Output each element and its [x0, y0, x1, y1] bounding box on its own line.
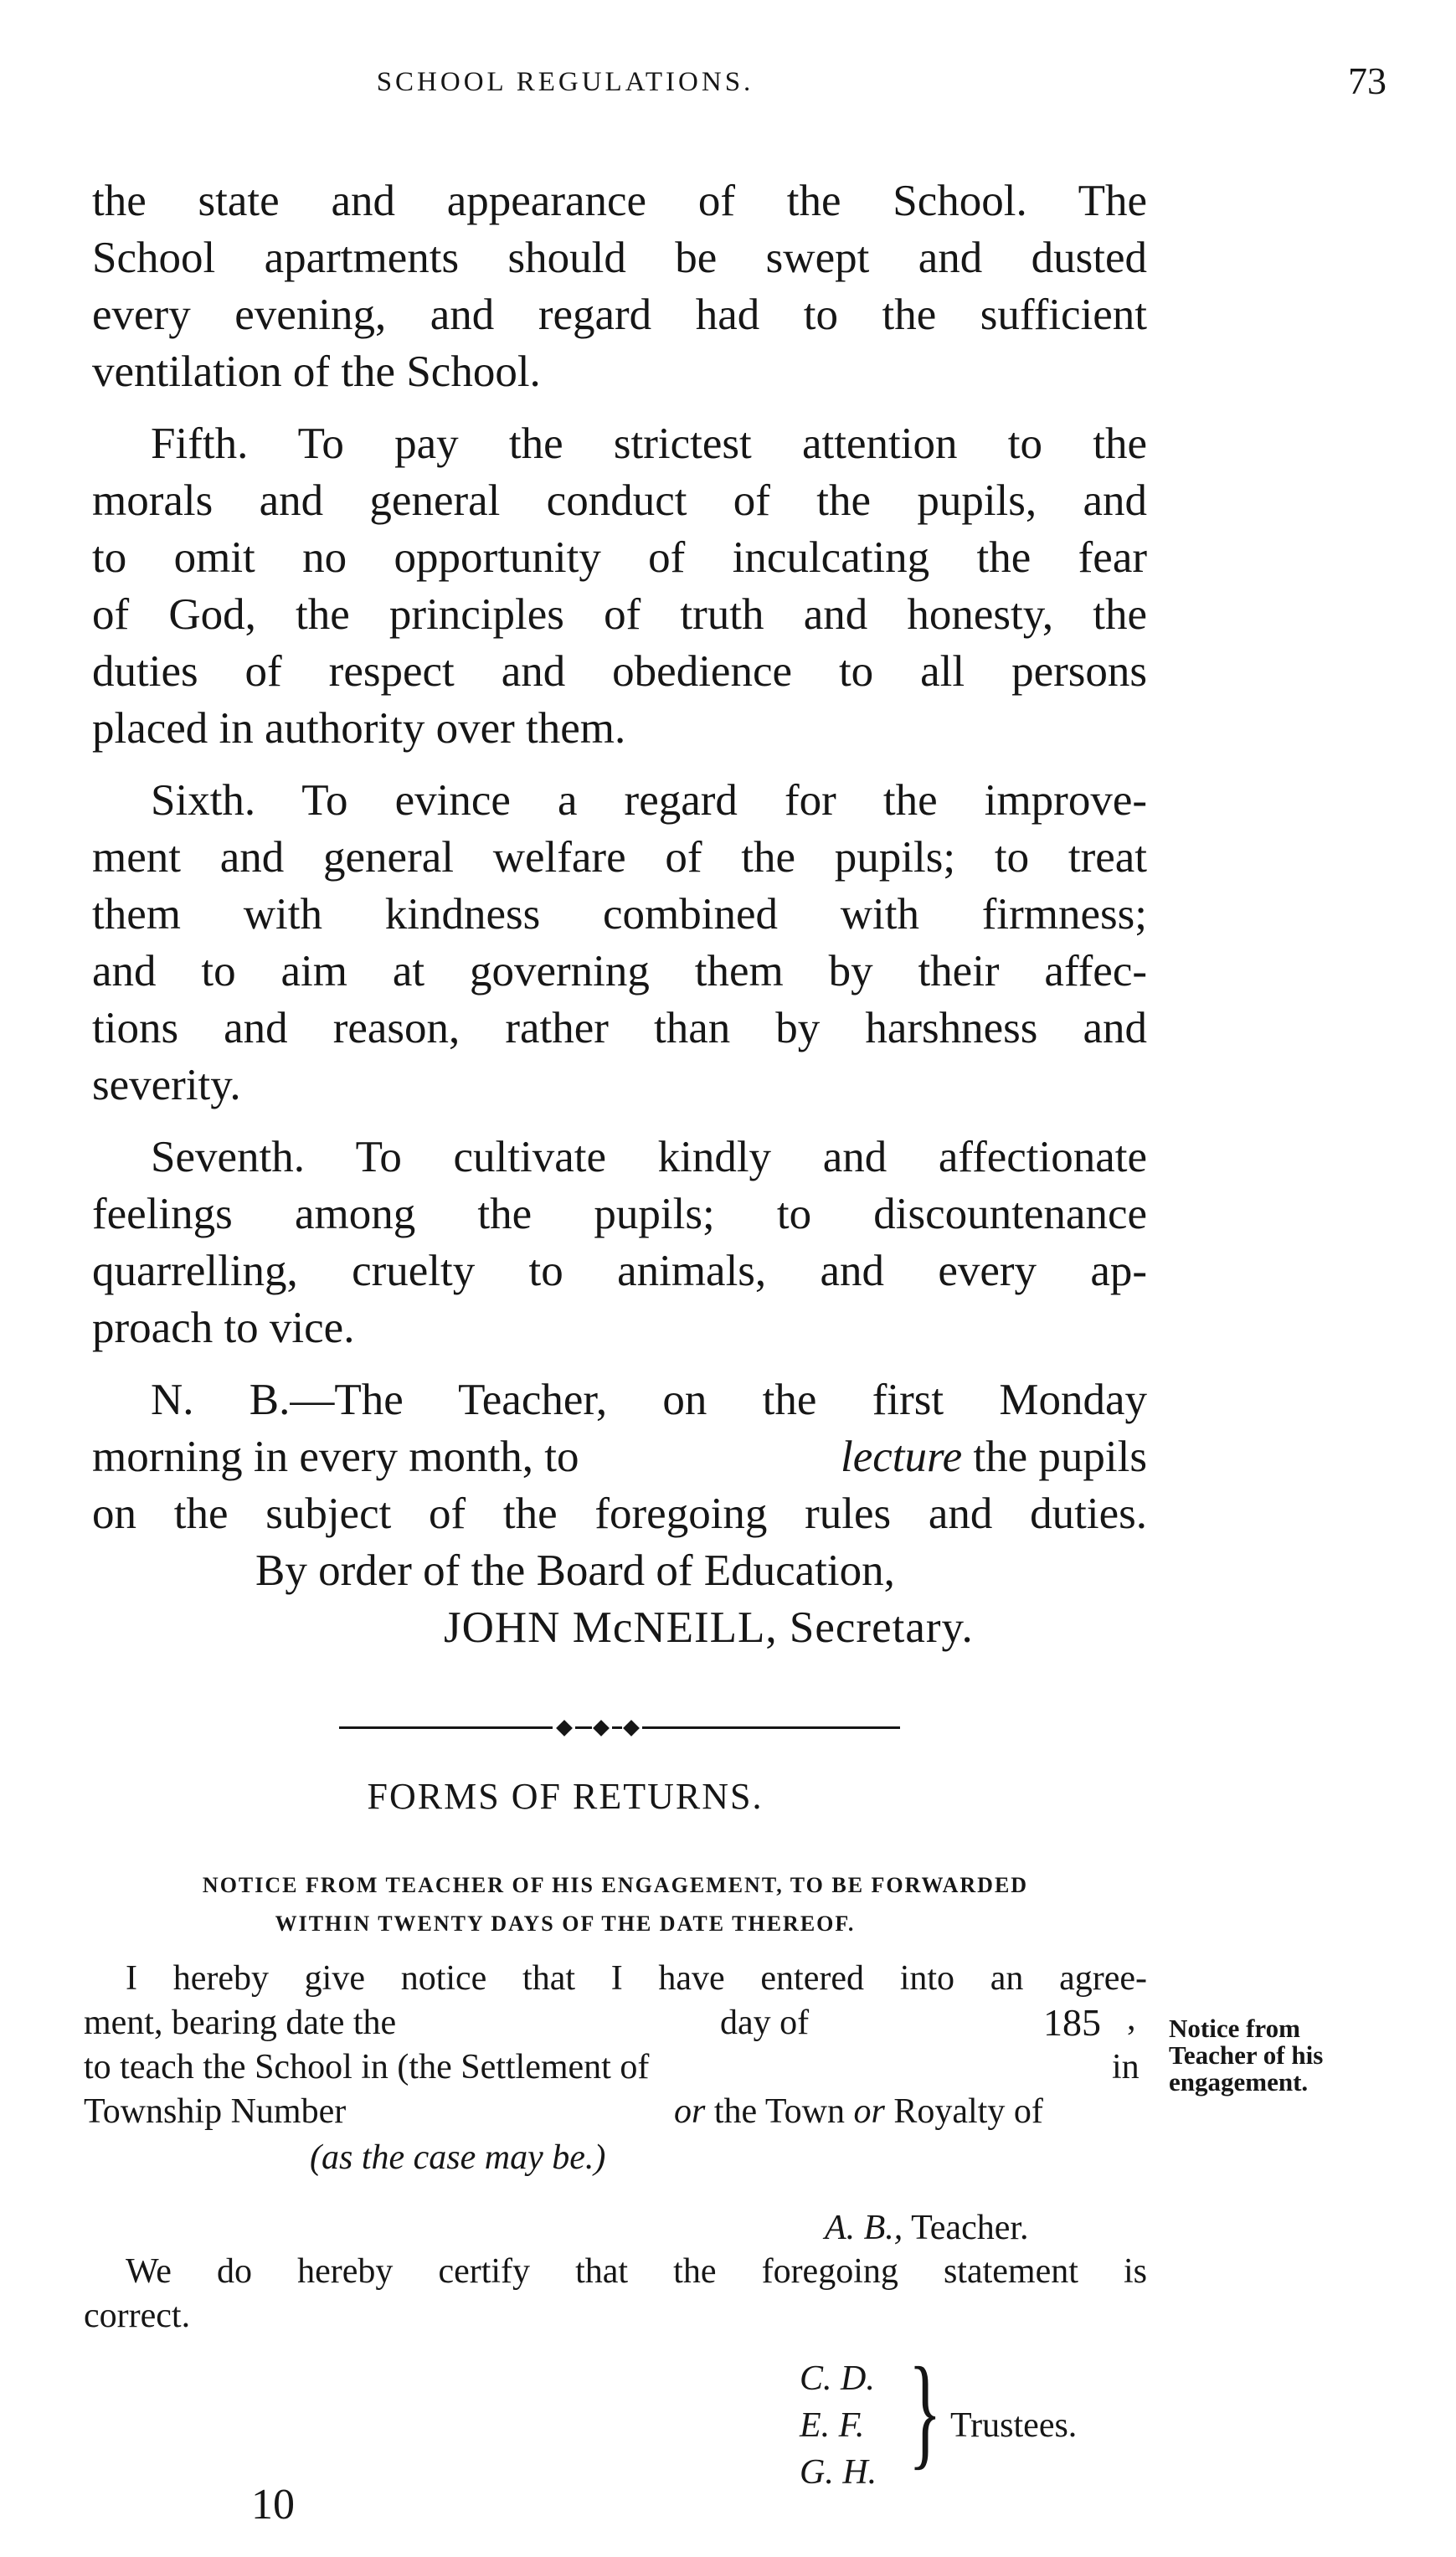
body-line: Seventh. To cultivate kindly and affectionate: [151, 1133, 1147, 1181]
body-line: duties of respect and obedience to all persons: [92, 647, 1147, 696]
notice-heading-line: WITHIN TWENTY DAYS OF THE DATE THEREOF.: [275, 1911, 856, 1936]
body-line: placed in authority over them.: [92, 704, 626, 753]
form-text: day of: [720, 2004, 810, 2042]
form-comma: ,: [1127, 1999, 1136, 2038]
body-line: morals and general conduct of the pupils, and: [92, 476, 1147, 525]
trustees-brace: }: [908, 2342, 942, 2481]
teacher-signature: [825, 2209, 1029, 2247]
body-line: N. B.—The Teacher, on the first Monday: [151, 1376, 1147, 1424]
margin-note-line: Notice from: [1169, 2014, 1300, 2043]
italic-word: or: [853, 2092, 885, 2131]
secretary-signature: JOHN McNEILL, Secretary.: [444, 1603, 974, 1652]
form-line: I hereby give notice that I have entered into an agree-: [126, 1959, 1147, 1998]
body-line-with-italic: [92, 1432, 1147, 1482]
body-line: ment and general welfare of the pupils; to treat: [92, 833, 1147, 882]
body-line: of God, the principles of truth and honesty, the: [92, 590, 1147, 639]
body-line: proach to vice.: [92, 1304, 355, 1352]
body-line: Sixth. To evince a regard for the improve-: [151, 776, 1147, 825]
trustee-initials: E. F.: [800, 2406, 865, 2445]
form-text: to teach the School in (the Settlement of: [84, 2048, 650, 2086]
body-line: Fifth. To pay the strictest attention to the: [151, 419, 1147, 468]
body-line: School apartments should be swept and dusted: [92, 234, 1147, 282]
italic-word: or: [674, 2092, 706, 2131]
body-line: every evening, and regard had to the sufficient: [92, 291, 1147, 339]
running-header: SCHOOL REGULATIONS.: [376, 67, 754, 97]
signature-mark: 10: [251, 2481, 295, 2529]
form-text-run: [674, 2092, 1043, 2131]
text-run: morning in every month, to: [92, 1433, 590, 1481]
text-run: Royalty of: [893, 2092, 1043, 2131]
body-line: tions and reason, rather than by harshness and: [92, 1004, 1147, 1052]
body-line: on the subject of the foregoing rules and duties.: [92, 1489, 1147, 1538]
body-line: feelings among the pupils; to discountenance: [92, 1190, 1147, 1238]
forms-heading: FORMS OF RETURNS.: [367, 1776, 764, 1817]
certification-line: We do hereby certify that the foregoing statement is: [126, 2252, 1147, 2291]
italic-word: A. B.,: [825, 2209, 903, 2247]
certification-line: correct.: [84, 2297, 191, 2335]
form-year: 185: [1043, 2001, 1101, 2044]
trustee-initials: C. D.: [800, 2359, 875, 2398]
body-line: ventilation of the School.: [92, 347, 541, 396]
page-number: 73: [1348, 59, 1387, 102]
notice-heading-line: NOTICE FROM TEACHER OF HIS ENGAGEMENT, TO BE FORWARDED: [202, 1873, 1029, 1897]
body-line: and to aim at governing them by their affec-: [92, 947, 1147, 996]
trustees-label: Trustees.: [950, 2406, 1078, 2445]
text-run: Teacher.: [911, 2209, 1029, 2247]
body-line: them with kindness combined with firmness;: [92, 890, 1147, 939]
form-text: in: [1112, 2048, 1140, 2086]
trustee-initials: G. H.: [800, 2453, 877, 2492]
italic-word: lecture: [840, 1433, 963, 1481]
form-text: Township Number: [84, 2092, 347, 2131]
text-run: the pupils: [962, 1433, 1147, 1481]
form-instruction: (as the case may be.): [310, 2138, 606, 2177]
board-order-line: By order of the Board of Education,: [255, 1546, 895, 1595]
ornamental-rule: [339, 1721, 900, 1733]
body-line: quarrelling, cruelty to animals, and every ap-: [92, 1247, 1147, 1295]
text-run: the Town: [713, 2092, 845, 2131]
margin-note-line: engagement.: [1169, 2067, 1309, 2097]
form-text: ment, bearing date the: [84, 2004, 397, 2042]
margin-note-line: Teacher of his: [1169, 2040, 1324, 2070]
body-line: to omit no opportunity of inculcating the fear: [92, 533, 1147, 582]
body-line: severity.: [92, 1061, 241, 1109]
body-line: the state and appearance of the School. The: [92, 177, 1147, 225]
